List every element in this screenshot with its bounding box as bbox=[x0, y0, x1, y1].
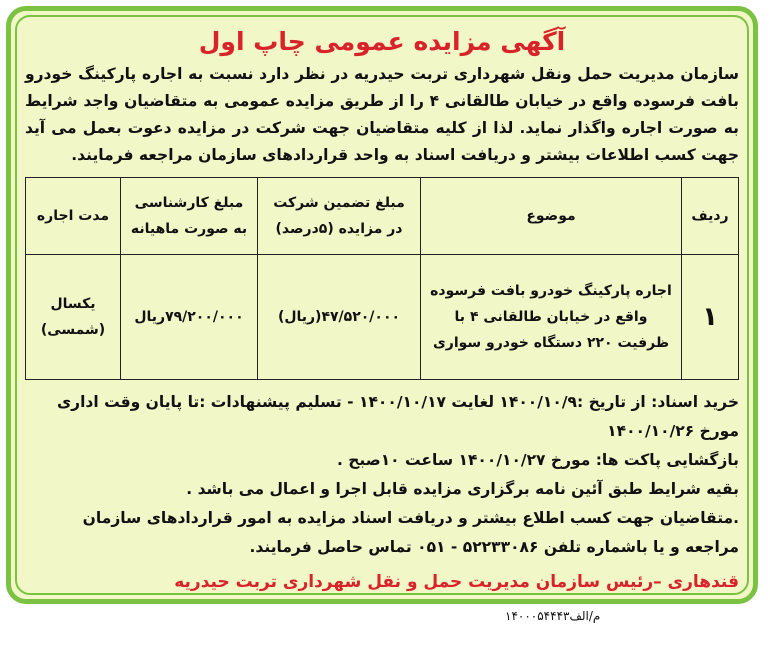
note-conditions: بقیه شرایط طبق آئین نامه برگزاری مزایده قابل اجرا و اعمال می باشد . bbox=[186, 480, 739, 498]
notice-signature: قندهاری –رئیس سازمان مدیریت حمل و نقل شهرداری تربت حیدریه bbox=[174, 572, 739, 592]
notice-intro: سازمان مدیریت حمل ونقل شهرداری تربت حیدریه در نظر دارد نسبت به اجاره پارکینگ خودرو بافت فرسوده واقع در خیابان طالقانی ۴ را از طریق مزایده عمومی به متقاضیان واجد شرایط به صورت اجاره واگذار نماید. لذا از کلیه متقاضیان جهت شرکت در مزایده دعوت بعمل می آید جهت کسب اطلاعات بیشتر و دریافت اسناد به واحد قراردادهای سازمان مراجعه فرمایند. bbox=[25, 65, 739, 164]
note-contact: .متقاضیان جهت کسب اطلاع بیشتر و دریافت اسناد مزایده به امور قراردادهای سازمان مراجعه و یا باشماره تلفن ۵۲۲۳۳۰۸۶ - ۰۵۱ تماس حاصل فرمایند. bbox=[82, 509, 739, 556]
cell-expert-price: ۷۹/۲۰۰/۰۰۰ریال bbox=[121, 255, 258, 380]
cell-duration: یکسال (شمسی) bbox=[26, 255, 121, 380]
header-duration: مدت اجاره bbox=[26, 178, 121, 255]
cell-deposit: ۴۷/۵۲۰/۰۰۰(ریال) bbox=[258, 255, 421, 380]
note-purchase-dates: خرید اسناد: از تاریخ :۱۴۰۰/۱۰/۹ لغایت ۱۴۰۰/۱۰/۱۷ - تسلیم پیشنهادات :تا پایان وقت اداری مورخ ۱۴۰۰/۱۰/۲۶ bbox=[56, 393, 739, 440]
table-header-row bbox=[26, 178, 739, 255]
notice-content bbox=[25, 11, 739, 599]
cell-subject: اجاره پارکینگ خودرو بافت فرسوده واقع در خیابان طالقانی ۴ با ظرفیت ۲۲۰ دستگاه خودرو سواری bbox=[421, 255, 682, 380]
table-row bbox=[26, 255, 739, 380]
note-opening-date: بازگشایی پاکت ها: مورخ ۱۴۰۰/۱۰/۲۷ ساعت ۱۰صبح . bbox=[336, 451, 739, 469]
cell-row-number: ۱ bbox=[682, 255, 739, 380]
auction-table bbox=[25, 177, 739, 380]
notice-title: آگهی مزایده عمومی چاپ اول bbox=[198, 27, 566, 56]
notice-notes bbox=[25, 388, 739, 562]
header-subject: موضوع bbox=[421, 178, 682, 255]
header-deposit: مبلغ تضمین شرکت در مزایده (۵درصد) bbox=[258, 178, 421, 255]
header-row-number: ردیف bbox=[682, 178, 739, 255]
reference-number: م/الف۱۴۰۰۰۵۴۴۴۳ bbox=[505, 609, 601, 623]
header-expert-price: مبلغ کارشناسی به صورت ماهیانه bbox=[121, 178, 258, 255]
notice-frame bbox=[6, 6, 758, 604]
